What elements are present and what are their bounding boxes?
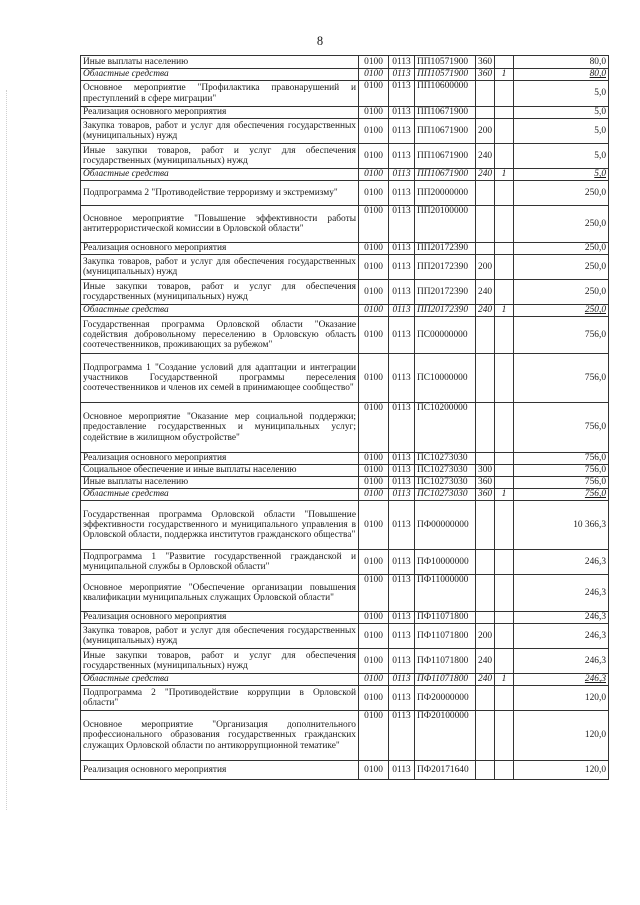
row-name-cell: Основное мероприятие "Обеспечение организации повышения квалификации муниципальных служащих Орловской области": [81, 575, 359, 612]
target-article-code-cell: ПС00000000: [415, 317, 476, 354]
row-name-cell: Иные выплаты населению: [81, 477, 359, 489]
row-name-cell: Реализация основного мероприятия: [81, 761, 359, 780]
row-name-cell: Реализация основного мероприятия: [81, 612, 359, 624]
subsection-code-cell: 0113: [389, 575, 415, 612]
row-name-cell: Иные закупки товаров, работ и услуг для обеспечения государственных (муниципальных) нужд: [81, 144, 359, 169]
target-article-code-cell: ПФ20100000: [415, 711, 476, 761]
subsection-code-cell: 0113: [389, 255, 415, 280]
expense-type-code-cell: [476, 453, 495, 465]
section-code-cell: 0100: [359, 575, 389, 612]
row-name-cell: Основное мероприятие "Повышение эффективности работы антитеррористической комиссии в Орловской области": [81, 206, 359, 243]
table-row: [81, 243, 609, 255]
section-code-cell: 0100: [359, 119, 389, 144]
funding-source-code-cell: [495, 550, 514, 575]
section-code-cell: 0100: [359, 649, 389, 674]
table-row: [81, 501, 609, 550]
funding-source-code-cell: [495, 255, 514, 280]
table-row: [81, 81, 609, 107]
expense-type-code-cell: 300: [476, 465, 495, 477]
section-code-cell: 0100: [359, 465, 389, 477]
table-row: [81, 612, 609, 624]
row-name-cell: Государственная программа Орловской области "Оказание содействия добровольному переселению в Орловскую область соотечественников, проживающих за рубежом": [81, 317, 359, 354]
amount-cell: 246,3: [514, 612, 609, 624]
expense-type-code-cell: [476, 354, 495, 403]
section-code-cell: 0100: [359, 674, 389, 686]
section-code-cell: 0100: [359, 761, 389, 780]
table-row: [81, 686, 609, 711]
page-number: 8: [316, 34, 324, 48]
amount-cell: 756,0: [514, 453, 609, 465]
table-row: [81, 317, 609, 354]
expense-type-code-cell: [476, 575, 495, 612]
target-article-code-cell: ПП10571900: [415, 56, 476, 69]
target-article-code-cell: ПФ10000000: [415, 550, 476, 575]
expense-type-code-cell: [476, 761, 495, 780]
funding-source-code-cell: 1: [495, 674, 514, 686]
funding-source-code-cell: [495, 711, 514, 761]
expense-type-code-cell: [476, 317, 495, 354]
target-article-code-cell: ПФ11071800: [415, 612, 476, 624]
funding-source-code-cell: [495, 477, 514, 489]
subsection-code-cell: 0113: [389, 477, 415, 489]
subsection-code-cell: 0113: [389, 280, 415, 305]
subsection-code-cell: 0113: [389, 243, 415, 255]
amount-cell: 756,0: [514, 489, 609, 501]
table-row: [81, 354, 609, 403]
section-code-cell: 0100: [359, 624, 389, 649]
row-name-cell: Областные средства: [81, 69, 359, 81]
section-code-cell: 0100: [359, 686, 389, 711]
section-code-cell: 0100: [359, 305, 389, 317]
expense-type-code-cell: [476, 711, 495, 761]
funding-source-code-cell: [495, 181, 514, 206]
row-name-cell: Иные закупки товаров, работ и услуг для обеспечения государственных (муниципальных) нужд: [81, 649, 359, 674]
section-code-cell: 0100: [359, 107, 389, 119]
target-article-code-cell: ПС10200000: [415, 403, 476, 453]
subsection-code-cell: 0113: [389, 674, 415, 686]
amount-cell: 246,3: [514, 575, 609, 612]
funding-source-code-cell: 1: [495, 305, 514, 317]
funding-source-code-cell: [495, 107, 514, 119]
funding-source-code-cell: [495, 317, 514, 354]
expense-type-code-cell: [476, 403, 495, 453]
table-row: [81, 69, 609, 81]
row-name-cell: Социальное обеспечение и иные выплаты населению: [81, 465, 359, 477]
expense-type-code-cell: 360: [476, 489, 495, 501]
target-article-code-cell: ПС10273030: [415, 489, 476, 501]
target-article-code-cell: ПП20172390: [415, 255, 476, 280]
expense-type-code-cell: [476, 501, 495, 550]
table-row: [81, 550, 609, 575]
subsection-code-cell: 0113: [389, 649, 415, 674]
section-code-cell: 0100: [359, 501, 389, 550]
target-article-code-cell: ПФ20000000: [415, 686, 476, 711]
row-name-cell: Закупка товаров, работ и услуг для обеспечения государственных (муниципальных) нужд: [81, 255, 359, 280]
expense-type-code-cell: [476, 243, 495, 255]
subsection-code-cell: 0113: [389, 550, 415, 575]
subsection-code-cell: 0113: [389, 305, 415, 317]
amount-cell: 250,0: [514, 206, 609, 243]
target-article-code-cell: ПП10671900: [415, 107, 476, 119]
expense-type-code-cell: 240: [476, 280, 495, 305]
target-article-code-cell: ПС10273030: [415, 477, 476, 489]
funding-source-code-cell: [495, 206, 514, 243]
subsection-code-cell: 0113: [389, 107, 415, 119]
subsection-code-cell: 0113: [389, 56, 415, 69]
section-code-cell: 0100: [359, 489, 389, 501]
row-name-cell: Областные средства: [81, 169, 359, 181]
row-name-cell: Основное мероприятие "Оказание мер социальной поддержки; предоставление государственных и муниципальных услуг; содействие в жилищном обустройстве": [81, 403, 359, 453]
funding-source-code-cell: [495, 81, 514, 107]
row-name-cell: Реализация основного мероприятия: [81, 453, 359, 465]
table-row: [81, 56, 609, 69]
funding-source-code-cell: 1: [495, 489, 514, 501]
table-row: [81, 489, 609, 501]
expense-type-code-cell: [476, 181, 495, 206]
amount-cell: 80,0: [514, 69, 609, 81]
table-row: [81, 649, 609, 674]
expense-type-code-cell: 360: [476, 56, 495, 69]
target-article-code-cell: ПП10671900: [415, 144, 476, 169]
target-article-code-cell: ПФ11071800: [415, 649, 476, 674]
amount-cell: 5,0: [514, 107, 609, 119]
amount-cell: 250,0: [514, 280, 609, 305]
row-name-cell: Подпрограмма 1 "Развитие государственной гражданской и муниципальной службы в Орловской области": [81, 550, 359, 575]
expense-type-code-cell: [476, 686, 495, 711]
subsection-code-cell: 0113: [389, 501, 415, 550]
expense-type-code-cell: [476, 612, 495, 624]
table-row: [81, 119, 609, 144]
budget-table: [80, 55, 609, 780]
section-code-cell: 0100: [359, 550, 389, 575]
row-name-cell: Областные средства: [81, 489, 359, 501]
funding-source-code-cell: [495, 624, 514, 649]
target-article-code-cell: ПС10000000: [415, 354, 476, 403]
funding-source-code-cell: [495, 649, 514, 674]
row-name-cell: Подпрограмма 2 "Противодействие коррупции в Орловской области": [81, 686, 359, 711]
subsection-code-cell: 0113: [389, 181, 415, 206]
target-article-code-cell: ПП20172390: [415, 243, 476, 255]
amount-cell: 120,0: [514, 686, 609, 711]
amount-cell: 246,3: [514, 674, 609, 686]
funding-source-code-cell: [495, 56, 514, 69]
subsection-code-cell: 0113: [389, 119, 415, 144]
expense-type-code-cell: 360: [476, 69, 495, 81]
amount-cell: 5,0: [514, 81, 609, 107]
table-row: [81, 206, 609, 243]
row-name-cell: Закупка товаров, работ и услуг для обеспечения государственных (муниципальных) нужд: [81, 119, 359, 144]
section-code-cell: 0100: [359, 477, 389, 489]
subsection-code-cell: 0113: [389, 206, 415, 243]
section-code-cell: 0100: [359, 56, 389, 69]
expense-type-code-cell: 240: [476, 674, 495, 686]
target-article-code-cell: ПФ00000000: [415, 501, 476, 550]
table-row: [81, 453, 609, 465]
funding-source-code-cell: 1: [495, 69, 514, 81]
subsection-code-cell: 0113: [389, 612, 415, 624]
subsection-code-cell: 0113: [389, 761, 415, 780]
amount-cell: 756,0: [514, 465, 609, 477]
expense-type-code-cell: [476, 81, 495, 107]
funding-source-code-cell: [495, 453, 514, 465]
subsection-code-cell: 0113: [389, 624, 415, 649]
budget-table-body: [81, 56, 609, 780]
amount-cell: 5,0: [514, 169, 609, 181]
target-article-code-cell: ПП20172390: [415, 280, 476, 305]
expense-type-code-cell: [476, 550, 495, 575]
expense-type-code-cell: [476, 107, 495, 119]
subsection-code-cell: 0113: [389, 354, 415, 403]
target-article-code-cell: ПС10273030: [415, 453, 476, 465]
target-article-code-cell: ПФ20171640: [415, 761, 476, 780]
subsection-code-cell: 0113: [389, 686, 415, 711]
amount-cell: 250,0: [514, 243, 609, 255]
expense-type-code-cell: [476, 206, 495, 243]
funding-source-code-cell: [495, 465, 514, 477]
table-row: [81, 761, 609, 780]
amount-cell: 250,0: [514, 181, 609, 206]
section-code-cell: 0100: [359, 169, 389, 181]
amount-cell: 5,0: [514, 119, 609, 144]
section-code-cell: 0100: [359, 711, 389, 761]
target-article-code-cell: ПП10571900: [415, 69, 476, 81]
section-code-cell: 0100: [359, 243, 389, 255]
subsection-code-cell: 0113: [389, 69, 415, 81]
amount-cell: 10 366,3: [514, 501, 609, 550]
subsection-code-cell: 0113: [389, 489, 415, 501]
section-code-cell: 0100: [359, 81, 389, 107]
row-name-cell: Областные средства: [81, 305, 359, 317]
funding-source-code-cell: [495, 354, 514, 403]
table-row: [81, 711, 609, 761]
row-name-cell: Подпрограмма 2 "Противодействие терроризму и экстремизму": [81, 181, 359, 206]
section-code-cell: 0100: [359, 206, 389, 243]
funding-source-code-cell: [495, 612, 514, 624]
target-article-code-cell: ПП10600000: [415, 81, 476, 107]
table-row: [81, 169, 609, 181]
table-row: [81, 305, 609, 317]
target-article-code-cell: ПФ11071800: [415, 674, 476, 686]
section-code-cell: 0100: [359, 612, 389, 624]
table-row: [81, 575, 609, 612]
subsection-code-cell: 0113: [389, 465, 415, 477]
section-code-cell: 0100: [359, 453, 389, 465]
row-name-cell: Иные выплаты населению: [81, 56, 359, 69]
table-row: [81, 255, 609, 280]
section-code-cell: 0100: [359, 144, 389, 169]
section-code-cell: 0100: [359, 403, 389, 453]
amount-cell: 120,0: [514, 761, 609, 780]
amount-cell: 250,0: [514, 255, 609, 280]
amount-cell: 756,0: [514, 477, 609, 489]
expense-type-code-cell: 360: [476, 477, 495, 489]
section-code-cell: 0100: [359, 317, 389, 354]
section-code-cell: 0100: [359, 354, 389, 403]
subsection-code-cell: 0113: [389, 711, 415, 761]
amount-cell: 756,0: [514, 317, 609, 354]
subsection-code-cell: 0113: [389, 144, 415, 169]
row-name-cell: Основное мероприятие "Профилактика правонарушений и преступлений в сфере миграции": [81, 81, 359, 107]
table-row: [81, 674, 609, 686]
funding-source-code-cell: [495, 119, 514, 144]
expense-type-code-cell: 240: [476, 305, 495, 317]
target-article-code-cell: ПС10273030: [415, 465, 476, 477]
funding-source-code-cell: [495, 686, 514, 711]
table-row: [81, 465, 609, 477]
subsection-code-cell: 0113: [389, 169, 415, 181]
expense-type-code-cell: 240: [476, 649, 495, 674]
target-article-code-cell: ПП20172390: [415, 305, 476, 317]
target-article-code-cell: ПП20100000: [415, 206, 476, 243]
row-name-cell: Закупка товаров, работ и услуг для обеспечения государственных (муниципальных) нужд: [81, 624, 359, 649]
table-row: [81, 144, 609, 169]
funding-source-code-cell: 1: [495, 169, 514, 181]
subsection-code-cell: 0113: [389, 81, 415, 107]
row-name-cell: Подпрограмма 1 "Создание условий для адаптации и интеграции участников Государственной программы переселения соотечественников и членов их семей в принимающее сообщество": [81, 354, 359, 403]
row-name-cell: Реализация основного мероприятия: [81, 107, 359, 119]
table-row: [81, 280, 609, 305]
row-name-cell: Иные закупки товаров, работ и услуг для обеспечения государственных (муниципальных) нужд: [81, 280, 359, 305]
section-code-cell: 0100: [359, 280, 389, 305]
expense-type-code-cell: 200: [476, 255, 495, 280]
row-name-cell: Реализация основного мероприятия: [81, 243, 359, 255]
amount-cell: 250,0: [514, 305, 609, 317]
table-row: [81, 477, 609, 489]
expense-type-code-cell: 240: [476, 144, 495, 169]
amount-cell: 120,0: [514, 711, 609, 761]
expense-type-code-cell: 240: [476, 169, 495, 181]
target-article-code-cell: ПФ11071800: [415, 624, 476, 649]
funding-source-code-cell: [495, 144, 514, 169]
amount-cell: 5,0: [514, 144, 609, 169]
scan-edge: [6, 90, 8, 810]
funding-source-code-cell: [495, 761, 514, 780]
expense-type-code-cell: 200: [476, 624, 495, 649]
amount-cell: 756,0: [514, 403, 609, 453]
target-article-code-cell: ПФ11000000: [415, 575, 476, 612]
subsection-code-cell: 0113: [389, 403, 415, 453]
target-article-code-cell: ПП20000000: [415, 181, 476, 206]
section-code-cell: 0100: [359, 255, 389, 280]
table-row: [81, 107, 609, 119]
funding-source-code-cell: [495, 243, 514, 255]
table-row: [81, 403, 609, 453]
amount-cell: 80,0: [514, 56, 609, 69]
target-article-code-cell: ПП10671900: [415, 169, 476, 181]
subsection-code-cell: 0113: [389, 317, 415, 354]
row-name-cell: Государственная программа Орловской области "Повышение эффективности государственного и муниципального управления в Орловской области, поддержка институтов гражданского общества": [81, 501, 359, 550]
funding-source-code-cell: [495, 501, 514, 550]
row-name-cell: Областные средства: [81, 674, 359, 686]
table-row: [81, 181, 609, 206]
amount-cell: 246,3: [514, 550, 609, 575]
target-article-code-cell: ПП10671900: [415, 119, 476, 144]
subsection-code-cell: 0113: [389, 453, 415, 465]
section-code-cell: 0100: [359, 181, 389, 206]
amount-cell: 246,3: [514, 624, 609, 649]
funding-source-code-cell: [495, 403, 514, 453]
funding-source-code-cell: [495, 280, 514, 305]
table-row: [81, 624, 609, 649]
funding-source-code-cell: [495, 575, 514, 612]
row-name-cell: Основное мероприятие "Организация дополнительного профессионального образования государственных гражданских служащих Орловской области по антикоррупционной тематике": [81, 711, 359, 761]
amount-cell: 246,3: [514, 649, 609, 674]
section-code-cell: 0100: [359, 69, 389, 81]
expense-type-code-cell: 200: [476, 119, 495, 144]
amount-cell: 756,0: [514, 354, 609, 403]
